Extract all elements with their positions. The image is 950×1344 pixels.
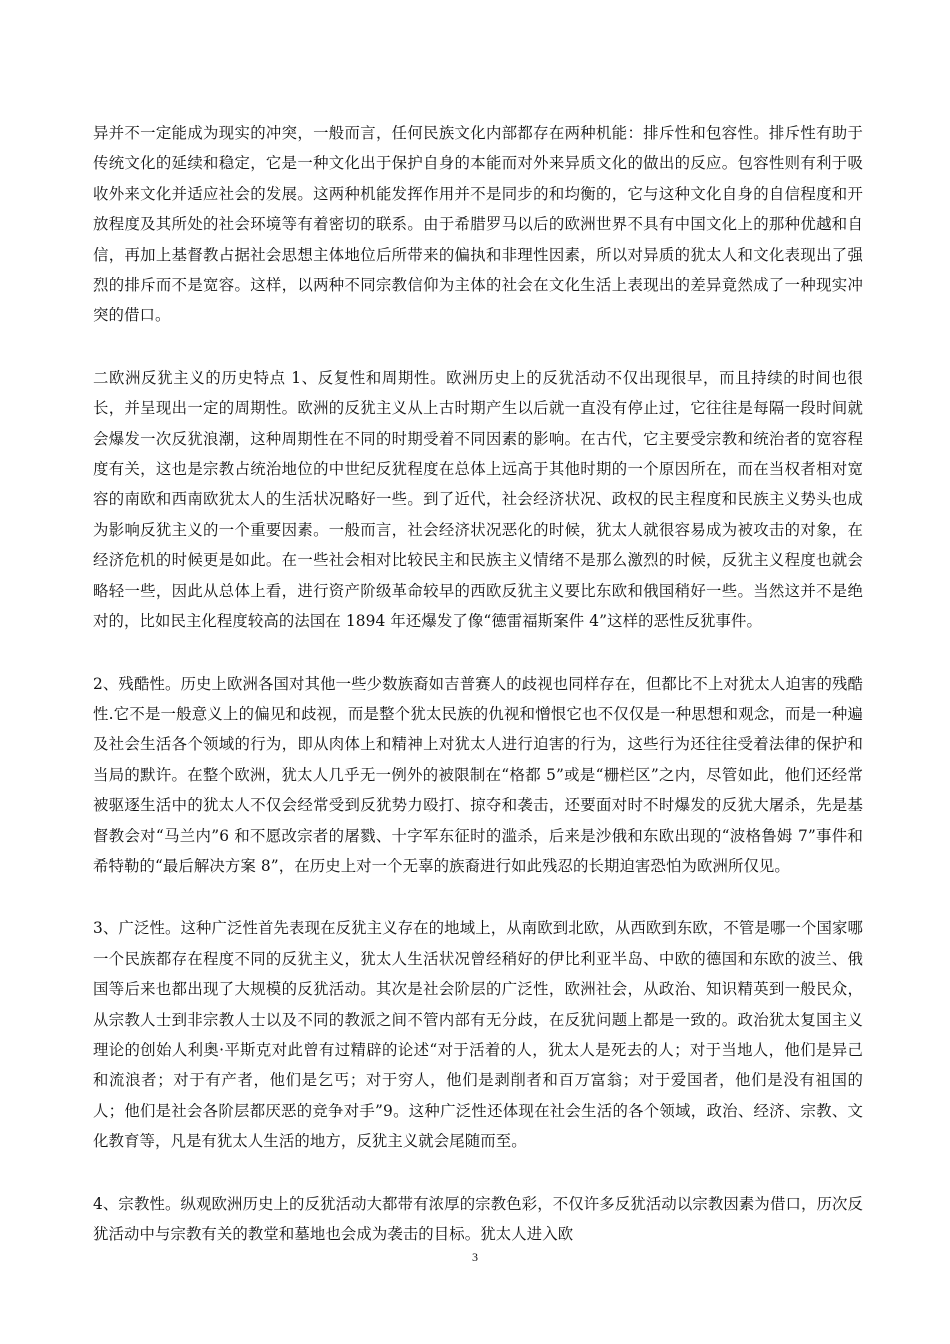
paragraph-cruelty: 2、残酷性。历史上欧洲各国对其他一些少数族裔如吉普赛人的歧视也同样存在，但都比不上对犹太人迫害的残酷性.它不是一般意义上的偏见和歧视，而是整个犹太民族的仇视和憎恨它也不仅仅是一种思想和观念，而是一种遍及社会生活各个领域的行为，即从肉体上和精神上对犹太人进行迫害的行为，这些行为还往往受着法律的保护和当局的默许。在整个欧洲，犹太人几乎无一例外的被限制在“格都 5”或是“栅栏区”之内，尽管如此，他们还经常被驱逐生活中的犹太人不仅会经常受到反犹势力殴打、掠夺和袭击，还要面对时不时爆发的反犹大屠杀，先是基督教会对“马兰内”6 和不愿改宗者的屠戮、十字军东征时的滥杀，后来是沙俄和东欧出现的“波格鲁姆 7”事件和希特勒的“最后解决方案 8”，在历史上对一个无辜的族裔进行如此残忍的长期迫害恐怕为欧洲所仅见。 bbox=[93, 674, 863, 875]
paragraph-religiosity: 4、宗教性。纵观欧洲历史上的反犹活动大都带有浓厚的宗教色彩，不仅许多反犹活动以宗教因素为借口，历次反犹活动中与宗教有关的教堂和墓地也会成为袭击的目标。犹太人进入欧 bbox=[93, 1194, 863, 1243]
page-number: 3 bbox=[472, 1250, 478, 1264]
paragraph-universality: 3、广泛性。这种广泛性首先表现在反犹主义存在的地域上，从南欧到北欧，从西欧到东欧，不管是哪一个国家哪一个民族都存在程度不同的反犹主义，犹太人生活状况曾经稍好的伊比利亚半岛、中欧的德国和东欧的波兰、俄国等后来也都出现了大规模的反犹活动。其次是社会阶层的广泛性，欧洲社会，从政治、知识精英到一般民众，从宗教人士到非宗教人士以及不同的教派之间不管内部有无分歧，在反犹问题上都是一致的。政治犹太复国主义理论的创始人利奥·平斯克对此曾有过精辟的论述“对于活着的人，犹太人是死去的人；对于当地人，他们是异己和流浪者；对于有产者，他们是乞丐；对于穷人，他们是剥削者和百万富翁；对于爱国者，他们是没有祖国的人；他们是社会各阶层都厌恶的竞争对手”9。这种广泛性还体现在社会生活的各个领域，政治、经济、宗教、文化教育等，凡是有犹太人生活的地方，反犹主义就会尾随而至。 bbox=[93, 919, 863, 1151]
document-body bbox=[93, 118, 863, 1281]
paragraph-cultural-conflict: 异并不一定能成为现实的冲突，一般而言，任何民族文化内部都存在两种机能：排斥性和包容性。排斥性有助于传统文化的延续和稳定，它是一种文化出于保护自身的本能而对外来异质文化的做出的反应。包容性则有利于吸收外来文化并适应社会的发展。这两种机能发挥作用并不是同步的和均衡的，它与这种文化自身的自信程度和开放程度及其所处的社会环境等有着密切的联系。由于希腊罗马以后的欧洲世界不具有中国文化上的那种优越和自信，再加上基督教占据社会思想主体地位后所带来的偏执和非理性因素，所以对异质的犹太人和文化表现出了强烈的排斥而不是宽容。这样，以两种不同宗教信仰为主体的社会在文化生活上表现出的差异竟然成了一种现实冲突的借口。 bbox=[93, 124, 863, 325]
paragraph-periodicity: 二欧洲反犹主义的历史特点 1、反复性和周期性。欧洲历史上的反犹活动不仅出现很早，而且持续的时间也很长，并呈现出一定的周期性。欧洲的反犹主义从上古时期产生以后就一直没有停止过，它往往是每隔一段时间就会爆发一次反犹浪潮，这种周期性在不同的时期受着不同因素的影响。在古代，它主要受宗教和统治者的宽容程度有关，这也是宗教占统治地位的中世纪反犹程度在总体上远高于其他时期的一个原因所在，而在当权者相对宽容的南欧和西南欧犹太人的生活状况略好一些。到了近代，社会经济状况、政权的民主程度和民族主义势头也成为影响反犹主义的一个重要因素。一般而言，社会经济状况恶化的时候，犹太人就很容易成为被攻击的对象，在经济危机的时候更是如此。在一些社会相对比较民主和民族主义情绪不是那么激烈的时候，反犹主义程度也就会略轻一些，因此从总体上看，进行资产阶级革命较早的西欧反犹主义要比东欧和俄国稍好一些。当然这并不是绝对的，比如民主化程度较高的法国在 1894 年还爆发了像“德雷福斯案件 4”这样的恶性反犹事件。 bbox=[93, 368, 863, 631]
